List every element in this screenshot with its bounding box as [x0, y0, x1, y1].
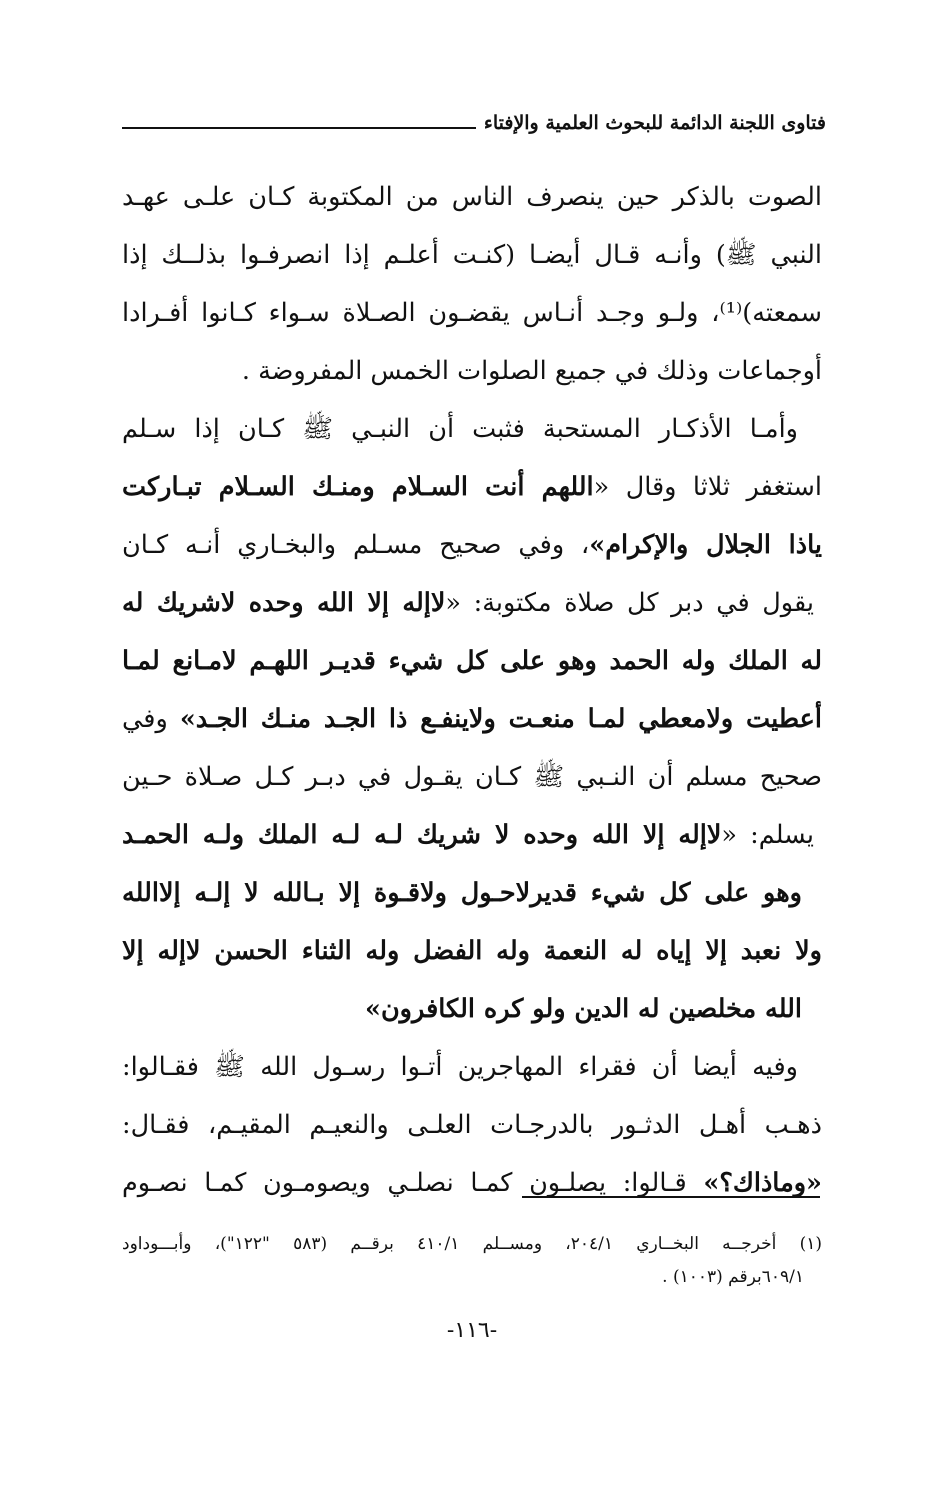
running-header [122, 108, 826, 138]
text-line: ذهـب أهـل الدثـور بالدرجـات العلـى والنعيـم المقيـم، فقـال: [122, 1110, 822, 1140]
bold-text: «وماذاك؟» [703, 1168, 822, 1198]
plain-text: استغفر ثلاثا وقال « [593, 472, 822, 502]
bold-text: اللهم أنت السـلام ومنـك السـلام تبـاركت [122, 472, 594, 502]
text-line [122, 690, 822, 748]
plain-text: وفي [122, 704, 180, 734]
footnotes [122, 1228, 822, 1294]
text-line [122, 632, 822, 690]
bold-text: لاإله إلا الله وحده لا شريك لـه لـه الملك ولـه الحمـد [122, 820, 722, 850]
header-title: فتاوى اللجنة الدائمة للبحوث العلمية والإفتاء [483, 112, 826, 134]
text-line: وفيه أيضا أن فقراء المهاجرين أتـوا رسـول الله ﷺ فقـالوا: [122, 1052, 798, 1082]
page-number: -١١٦- [446, 1318, 498, 1343]
bold-text: وهو على كل شيء قديرلاحـول ولاقـوة إلا بـالله لا إلـه إلاالله [122, 878, 802, 908]
footnote-line: ٦٠٩/١برقم (١٠٠٣) . [662, 1267, 804, 1287]
plain-text: يسلم: « [721, 820, 814, 850]
text-line [122, 458, 822, 516]
text-line [122, 516, 822, 574]
text-line: سمعته)⁽¹⁾، ولـو وجـد أنـاس يقضـون الصـلاة سـواء كـانوا أفـرادا [122, 298, 822, 328]
text-line: النبي ﷺ) وأنـه قـال أيضـا (كنـت أعلـم إذا انصرفـوا بذلــك إذا [122, 240, 822, 270]
bold-text: لاإله إلا الله وحده لاشريك له [122, 588, 446, 618]
body-text [122, 168, 822, 1212]
plain-text: قـالوا: يصلـون كمـا نصلـي ويصومـون كمـا نصـوم [122, 1168, 704, 1198]
header-rule [122, 127, 476, 129]
text-line: وأمـا الأذكـار المستحبة فثبت أن النبـي ﷺ كـان إذا سـلم [122, 414, 798, 444]
bold-text: ولا نعبد إلا إياه له النعمة وله الفضل وله الثناء الحسن لاإله إلا [122, 936, 822, 966]
text-line [122, 1154, 822, 1212]
bold-text: أعطيت ولامعطي لمـا منعـت ولاينفـع ذا الجـد منـك الجـد» [179, 704, 822, 734]
text-line: أوجماعات وذلك في جميع الصلوات الخمس المفروضة . [241, 356, 822, 386]
text-line [122, 574, 822, 632]
footnote-separator [522, 1196, 820, 1198]
text-line [122, 806, 822, 864]
text-line: الصوت بالذكر حين ينصرف الناس من المكتوبة كـان علـى عهـد [122, 182, 822, 212]
bold-text: الله مخلصين له الدين ولو كره الكافرون» [365, 994, 802, 1024]
text-line [122, 864, 822, 922]
text-line [122, 980, 822, 1038]
text-line: صحيح مسلم أن النـبي ﷺ كـان يقـول في دبـر كـل صـلاة حـين [122, 762, 822, 792]
plain-text: يقول في دبر كل صلاة مكتوبة: « [445, 588, 814, 618]
bold-text: ياذا الجلال والإكرام» [589, 530, 822, 560]
bold-text: له الملك وله الحمد وهو على كل شيء قديـر اللهـم لامـانع لمـا [122, 646, 822, 676]
footnote-line: (١) أخرجــه البخــاري ٢٠٤/١، ومســلم ٤١٠/١ برقــم (٥٨٣ "١٢٢")، وأبـــوداود [122, 1234, 822, 1254]
plain-text: ، وفي صحيح مسـلم والبخـاري أنـه كـان [122, 530, 590, 560]
text-line [122, 922, 822, 980]
